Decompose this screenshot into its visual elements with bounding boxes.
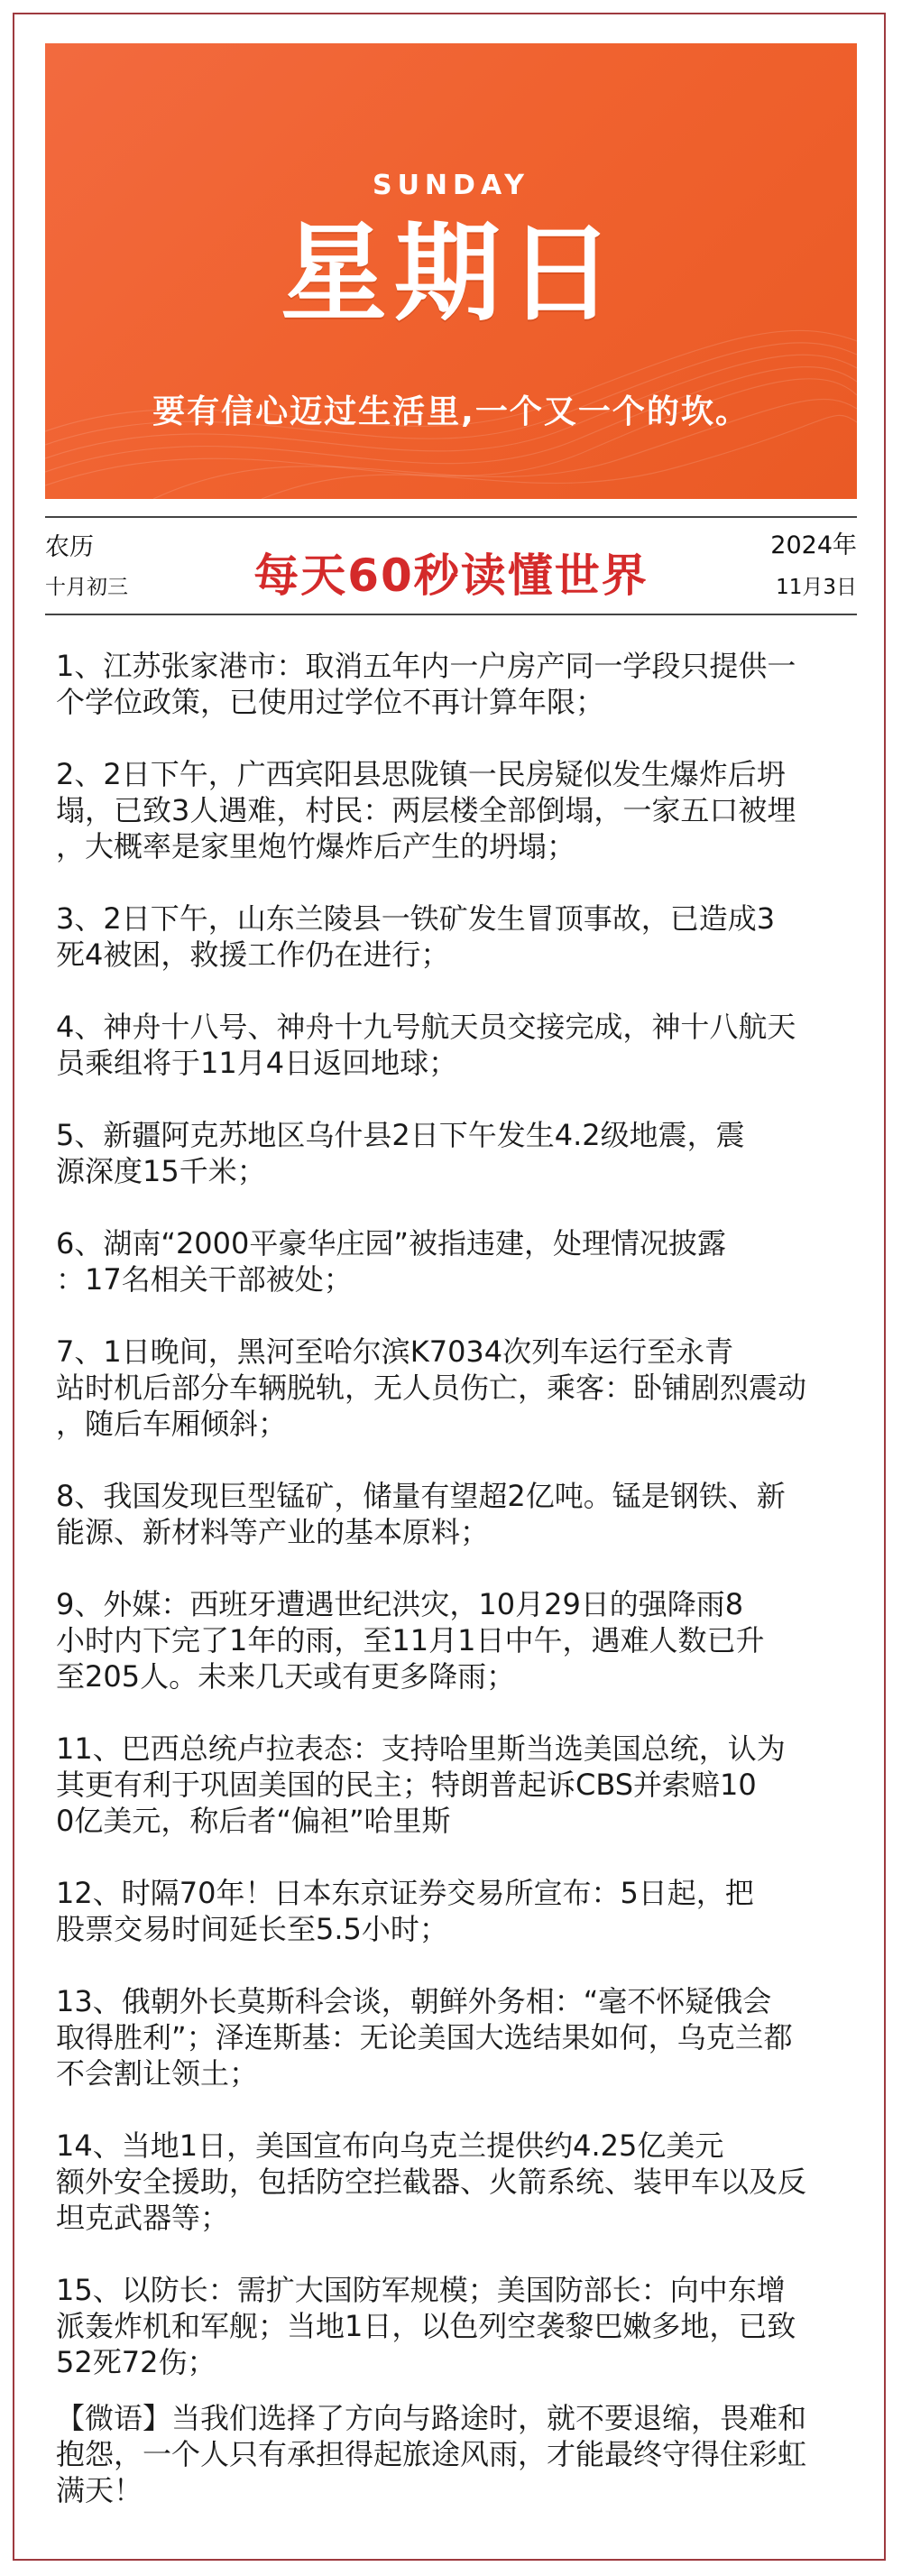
closing-quote: 【微语】当我们选择了方向与路途时，就不要退缩，畏难和 抱怨，一个人只有承担得起旅途风雨，才能最终守得住彩虹 满天！ bbox=[56, 2401, 807, 2507]
year-label: 2024年 bbox=[770, 531, 857, 559]
news-item: 6、湖南“2000平豪华庄园”被指违建，处理情况披露 ：17名相关干部被处； bbox=[56, 1226, 726, 1297]
banner-subtitle: 要有信心迈过生活里,一个又一个的坎。 bbox=[152, 393, 750, 430]
banner-kicker: SUNDAY bbox=[372, 170, 530, 201]
news-item: 8、我国发现巨型锰矿，储量有望超2亿吨。锰是钢铁、新 能源、新材料等产业的基本原料； bbox=[56, 1479, 786, 1549]
banner-title: 星期日 bbox=[280, 211, 621, 336]
news-item: 2、2日下午，广西宾阳县思陇镇一民房疑似发生爆炸后坍 塌，已致3人遇难，村民：两层楼全部倒塌，一家五口被埋 ，大概率是家里炮竹爆炸后产生的坍塌； bbox=[56, 757, 796, 863]
header-banner bbox=[45, 43, 857, 499]
news-item: 11、巴西总统卢拉表态：支持哈里斯当选美国总统，认为 其更有利于巩固美国的民主；特朗普起诉CBS并索赔10 0亿美元，称后者“偏袒”哈里斯 bbox=[56, 1731, 786, 1838]
lunar-date: 十月初三 bbox=[45, 576, 128, 599]
news-item: 12、时隔70年！日本东京证券交易所宣布：5日起，把 股票交易时间延长至5.5小时； bbox=[56, 1876, 754, 1946]
news-item: 3、2日下午，山东兰陵县一铁矿发生冒顶事故，已造成3 死4被困，救援工作仍在进行； bbox=[56, 901, 776, 972]
news-item: 14、当地1日，美国宣布向乌克兰提供约4.25亿美元 额外安全援助，包括防空拦截器、火箭系统、装甲车以及反 坦克武器等； bbox=[56, 2128, 807, 2235]
news-item: 13、俄朝外长莫斯科会谈，朝鲜外务相：“毫不怀疑俄会 取得胜利”；泽连斯基：无论美国大选结果如何，乌克兰都 不会割让领土； bbox=[56, 1984, 793, 2091]
header-divider-bottom bbox=[45, 614, 857, 615]
date-label: 11月3日 bbox=[776, 576, 857, 599]
news-item: 4、神舟十八号、神舟十九号航天员交接完成，神十八航天 员乘组将于11月4日返回地球； bbox=[56, 1010, 796, 1080]
news-item: 7、1日晚间，黑河至哈尔滨K7034次列车运行至永青 站时机后部分车辆脱轨，无人员伤亡，乘客：卧铺剧烈震动 ，随后车厢倾斜； bbox=[56, 1334, 807, 1441]
lunar-calendar-label: 农历 bbox=[45, 533, 94, 561]
news-item: 15、以防长：需扩大国防军规模；美国防部长：向中东增 派轰炸机和军舰；当地1日，以色列空袭黎巴嫩多地，已致 52死72伤； bbox=[56, 2273, 796, 2379]
news-list bbox=[56, 648, 884, 2416]
masthead-title: 每天60秒读懂世界 bbox=[253, 549, 649, 602]
news-item: 5、新疆阿克苏地区乌什县2日下午发生4.2级地震，震 源深度15千米； bbox=[56, 1118, 745, 1188]
news-item: 9、外媒：西班牙遭遇世纪洪灾，10月29日的强降雨8 小时内下完了1年的雨，至11月1日中午，遇难人数已升 至205人。未来几天或有更多降雨； bbox=[56, 1587, 765, 1694]
news-item: 1、江苏张家港市：取消五年内一户房产同一学段只提供一 个学位政策，已使用过学位不再计算年限； bbox=[56, 649, 796, 719]
header-divider-top bbox=[45, 516, 857, 518]
